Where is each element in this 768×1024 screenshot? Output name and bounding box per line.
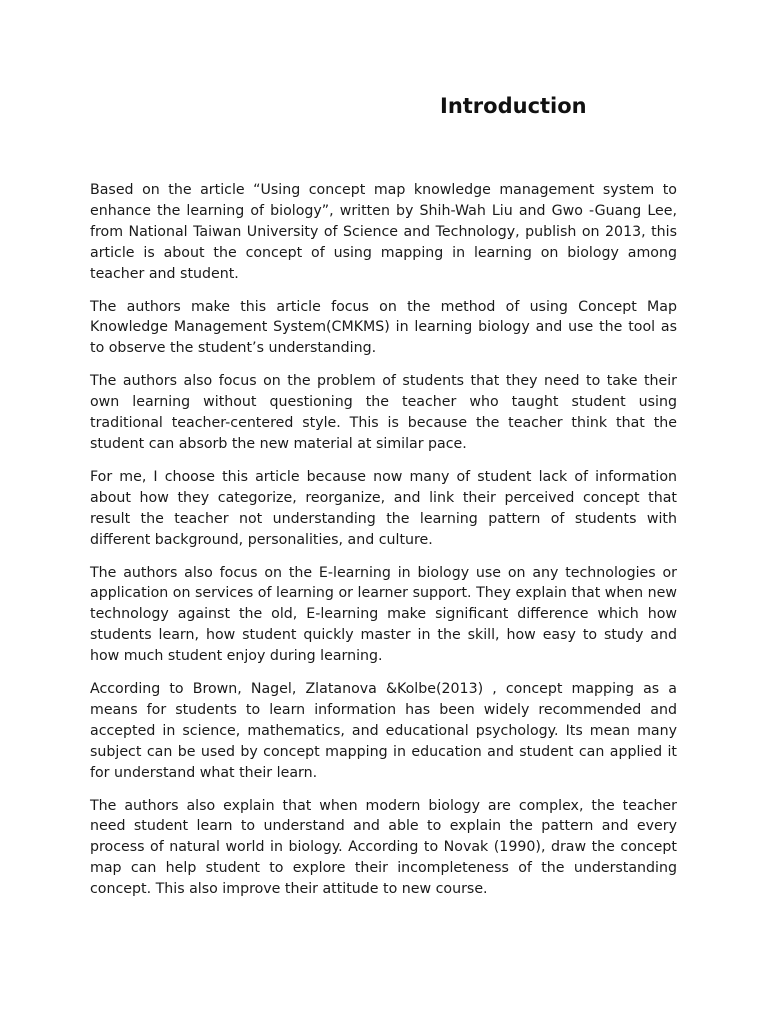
paragraph-6: According to Brown, Nagel, Zlatanova &Kolbe(2013) , concept mapping as a means for students to learn information has been widely recommended and accepted in science, mathematics, and educational psychology. Its mean many subject can be used by concept mapping in education and student can applied it for understand what their learn.	[90, 681, 677, 781]
document-body	[90, 180, 677, 912]
page-title: Introduction	[440, 94, 587, 118]
paragraph-2: The authors make this article focus on the method of using Concept Map Knowledge Management System(CMKMS) in learning biology and use the tool as to observe the student’s understanding.	[90, 298, 677, 357]
paragraph-4: For me, I choose this article because now many of student lack of information about how they categorize, reorganize, and link their perceived concept that result the teacher not understanding the learning pattern of students with different background, personalities, and culture.	[90, 468, 677, 548]
paragraph-5: The authors also focus on the E-learning in biology use on any technologies or application on services of learning or learner support. They explain that when new technology against the old, E-learning make significant difference which how students learn, how student quickly master in the skill, how easy to study and how much student enjoy during learning.	[90, 564, 677, 665]
paragraph-3: The authors also focus on the problem of students that they need to take their own learning without questioning the teacher who taught student using traditional teacher-centered style. This is because the teacher think that the student can absorb the new material at similar pace.	[90, 373, 677, 452]
paragraph-7: The authors also explain that when modern biology are complex, the teacher need student learn to understand and able to explain the pattern and every process of natural world in biology. According to Novak (1990), draw the concept map can help student to explore their incompleteness of the understanding concept. This also improve their attitude to new course.	[90, 797, 677, 898]
paragraph-1: Based on the article “Using concept map knowledge management system to enhance the learning of biology”, written by Shih-Wah Liu and Gwo -Guang Lee, from National Taiwan University of Science and Technology, publish on 2013, this article is about the concept of using mapping in learning on biology among teacher and student.	[90, 182, 677, 282]
